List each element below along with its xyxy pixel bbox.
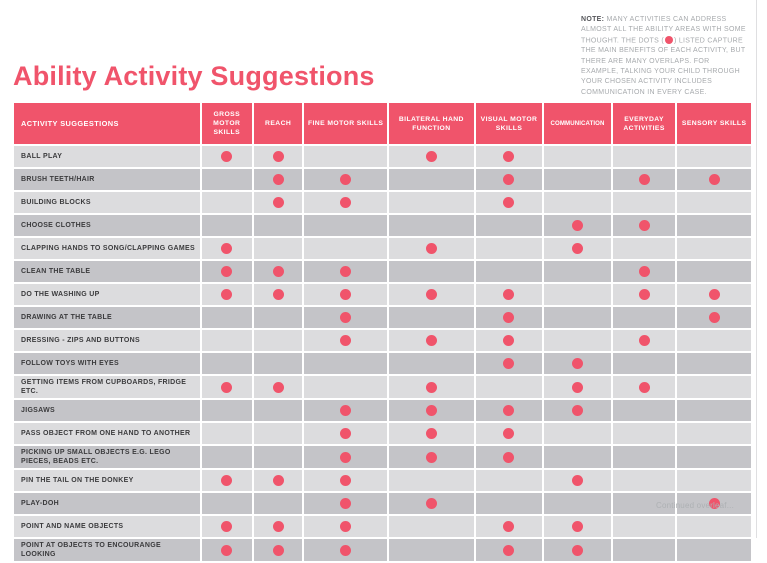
table-row: [14, 284, 751, 305]
ability-cell-dotted: [476, 423, 543, 444]
column-header-activity-suggestions: ACTIVITY SUGGESTIONS: [14, 103, 200, 144]
ability-cell-dotted: [304, 192, 387, 213]
ability-cell-empty: [677, 330, 751, 351]
page-edge-line: [756, 0, 757, 538]
ability-dot-icon: [340, 475, 351, 486]
ability-cell-dotted: [389, 238, 474, 259]
table-row: [14, 470, 751, 491]
ability-cell-empty: [544, 307, 611, 328]
ability-cell-dotted: [677, 169, 751, 190]
column-header-visual-motor-skills: VISUAL MOTOR SKILLS: [476, 103, 543, 144]
ability-cell-empty: [389, 353, 474, 374]
ability-dot-icon: [426, 335, 437, 346]
ability-cell-empty: [202, 493, 252, 514]
ability-dot-icon: [572, 521, 583, 532]
ability-dot-icon: [503, 521, 514, 532]
ability-cell-dotted: [544, 516, 611, 537]
ability-cell-dotted: [202, 516, 252, 537]
ability-dot-icon: [426, 428, 437, 439]
ability-cell-empty: [304, 215, 387, 236]
activity-label: PICKING UP SMALL OBJECTS E.G. LEGO PIECES, BEADS ETC.: [14, 446, 200, 468]
ability-cell-dotted: [304, 330, 387, 351]
ability-cell-empty: [613, 307, 676, 328]
ability-cell-dotted: [202, 284, 252, 305]
ability-dot-icon: [340, 174, 351, 185]
ability-dot-icon: [572, 475, 583, 486]
note-label: NOTE:: [581, 16, 605, 23]
ability-cell-dotted: [304, 493, 387, 514]
ability-cell-empty: [613, 539, 676, 561]
ability-cell-dotted: [202, 376, 252, 398]
activity-label: DO THE WASHING UP: [14, 284, 200, 305]
ability-cell-empty: [544, 493, 611, 514]
ability-cell-empty: [254, 400, 302, 421]
ability-cell-dotted: [304, 470, 387, 491]
ability-dot-icon: [340, 335, 351, 346]
ability-cell-empty: [677, 215, 751, 236]
ability-cell-dotted: [254, 146, 302, 167]
activity-label: CHOOSE CLOTHES: [14, 215, 200, 236]
ability-dot-icon: [273, 382, 284, 393]
ability-cell-empty: [202, 330, 252, 351]
ability-cell-empty: [202, 192, 252, 213]
ability-cell-dotted: [254, 376, 302, 398]
activity-label: DRAWING AT THE TABLE: [14, 307, 200, 328]
ability-cell-empty: [677, 238, 751, 259]
ability-cell-empty: [613, 446, 676, 468]
ability-cell-dotted: [202, 146, 252, 167]
ability-cell-dotted: [476, 284, 543, 305]
ability-dot-icon: [503, 428, 514, 439]
note: [581, 15, 747, 98]
ability-cell-dotted: [254, 261, 302, 282]
ability-cell-empty: [254, 446, 302, 468]
ability-cell-dotted: [677, 284, 751, 305]
ability-cell-empty: [476, 493, 543, 514]
activity-label: BRUSH TEETH/HAIR: [14, 169, 200, 190]
ability-cell-dotted: [476, 307, 543, 328]
ability-cell-empty: [544, 261, 611, 282]
ability-cell-dotted: [476, 446, 543, 468]
ability-cell-empty: [544, 192, 611, 213]
note-text-before: MANY ACTIVITIES CAN ADDRESS ALMOST ALL THE ABILITY AREAS WITH SOME THOUGHT. THE DOTS (: [581, 16, 746, 45]
table-body: [14, 146, 751, 561]
ability-cell-dotted: [254, 284, 302, 305]
ability-cell-dotted: [202, 238, 252, 259]
column-header-bilateral-hand-function: BILATERAL HAND FUNCTION: [389, 103, 474, 144]
table-row: [14, 353, 751, 374]
ability-cell-dotted: [476, 330, 543, 351]
ability-cell-dotted: [677, 307, 751, 328]
ability-cell-empty: [202, 400, 252, 421]
table-row: [14, 215, 751, 236]
ability-cell-dotted: [389, 423, 474, 444]
ability-cell-empty: [304, 238, 387, 259]
ability-cell-dotted: [202, 470, 252, 491]
activity-label: PASS OBJECT FROM ONE HAND TO ANOTHER: [14, 423, 200, 444]
ability-dot-icon: [503, 312, 514, 323]
activity-label: BALL PLAY: [14, 146, 200, 167]
ability-cell-empty: [677, 353, 751, 374]
ability-cell-dotted: [389, 330, 474, 351]
ability-cell-empty: [476, 376, 543, 398]
activity-label: POINT AT OBJECTS TO ENCOURANGE LOOKING: [14, 539, 200, 561]
activity-label: PIN THE TAIL ON THE DONKEY: [14, 470, 200, 491]
ability-cell-empty: [254, 493, 302, 514]
ability-dot-icon: [503, 335, 514, 346]
ability-dot-icon: [426, 289, 437, 300]
ability-cell-empty: [389, 215, 474, 236]
ability-cell-dotted: [304, 539, 387, 561]
ability-cell-empty: [613, 516, 676, 537]
ability-cell-dotted: [304, 446, 387, 468]
ability-cell-empty: [389, 539, 474, 561]
note-text-after: ) LISTED CAPTURE THE MAIN BENEFITS OF EACH ACTIVITY, BUT THERE ARE MANY OVERLAPS. FOR EXAMPLE, TALKING YOUR CHILD THROUGH YOUR CHOSEN ACTIVITY INCLUDES COMMUNICATION IN EVERY CASE.: [581, 37, 746, 96]
activity-label: JIGSAWS: [14, 400, 200, 421]
ability-dot-icon: [572, 358, 583, 369]
activity-label: GETTING ITEMS FROM CUPBOARDS, FRIDGE ETC.: [14, 376, 200, 398]
table-row: [14, 539, 751, 561]
ability-cell-dotted: [254, 169, 302, 190]
ability-dot-icon: [572, 382, 583, 393]
ability-dot-icon: [273, 174, 284, 185]
table-row: [14, 238, 751, 259]
ability-cell-dotted: [544, 238, 611, 259]
ability-cell-empty: [476, 261, 543, 282]
ability-cell-empty: [304, 146, 387, 167]
ability-dot-icon: [340, 498, 351, 509]
ability-dot-icon: [273, 151, 284, 162]
ability-cell-dotted: [544, 470, 611, 491]
ability-cell-dotted: [304, 423, 387, 444]
ability-cell-empty: [389, 307, 474, 328]
ability-cell-empty: [677, 376, 751, 398]
activity-label: POINT AND NAME OBJECTS: [14, 516, 200, 537]
ability-cell-empty: [613, 400, 676, 421]
ability-cell-empty: [389, 192, 474, 213]
ability-dot-icon: [426, 405, 437, 416]
note-dot-icon: [665, 36, 673, 44]
table-row: [14, 446, 751, 468]
ability-cell-empty: [544, 423, 611, 444]
ability-cell-dotted: [613, 169, 676, 190]
ability-cell-dotted: [544, 215, 611, 236]
ability-cell-dotted: [613, 215, 676, 236]
activity-label: BUILDING BLOCKS: [14, 192, 200, 213]
ability-cell-empty: [544, 169, 611, 190]
ability-cell-empty: [544, 330, 611, 351]
ability-cell-empty: [389, 169, 474, 190]
ability-cell-empty: [677, 470, 751, 491]
ability-cell-empty: [613, 423, 676, 444]
column-header-reach: REACH: [254, 103, 302, 144]
ability-dot-icon: [709, 312, 720, 323]
ability-cell-dotted: [389, 146, 474, 167]
ability-cell-dotted: [389, 376, 474, 398]
ability-dot-icon: [503, 452, 514, 463]
ability-cell-dotted: [254, 470, 302, 491]
ability-cell-empty: [254, 330, 302, 351]
ability-cell-empty: [613, 238, 676, 259]
ability-cell-dotted: [476, 146, 543, 167]
ability-cell-dotted: [304, 400, 387, 421]
ability-dot-icon: [572, 220, 583, 231]
ability-dot-icon: [639, 174, 650, 185]
ability-cell-dotted: [476, 400, 543, 421]
ability-cell-dotted: [254, 516, 302, 537]
ability-dot-icon: [221, 243, 232, 254]
ability-cell-dotted: [613, 284, 676, 305]
ability-cell-empty: [389, 261, 474, 282]
ability-dot-icon: [273, 521, 284, 532]
ability-dot-icon: [340, 197, 351, 208]
ability-cell-empty: [613, 470, 676, 491]
column-header-sensory-skills: SENSORY SKILLS: [677, 103, 751, 144]
ability-cell-empty: [389, 516, 474, 537]
ability-cell-empty: [389, 470, 474, 491]
ability-dot-icon: [340, 545, 351, 556]
column-header-communication: COMMUNICATION: [544, 103, 611, 144]
ability-dot-icon: [426, 452, 437, 463]
ability-cell-empty: [202, 446, 252, 468]
ability-cell-empty: [202, 353, 252, 374]
ability-cell-empty: [202, 215, 252, 236]
ability-dot-icon: [273, 545, 284, 556]
ability-cell-dotted: [544, 539, 611, 561]
ability-cell-empty: [613, 353, 676, 374]
activity-label: PLAY-DOH: [14, 493, 200, 514]
table-row: [14, 307, 751, 328]
table-row: [14, 516, 751, 537]
table-row: [14, 493, 751, 514]
ability-dot-icon: [426, 498, 437, 509]
ability-cell-empty: [304, 353, 387, 374]
ability-dot-icon: [340, 312, 351, 323]
ability-dot-icon: [572, 243, 583, 254]
table-row: [14, 146, 751, 167]
ability-cell-dotted: [476, 539, 543, 561]
ability-cell-empty: [677, 516, 751, 537]
activity-label: CLAPPING HANDS TO SONG/CLAPPING GAMES: [14, 238, 200, 259]
ability-dot-icon: [426, 151, 437, 162]
ability-cell-dotted: [389, 446, 474, 468]
ability-dot-icon: [426, 243, 437, 254]
ability-cell-empty: [613, 146, 676, 167]
ability-dot-icon: [221, 545, 232, 556]
ability-cell-empty: [202, 169, 252, 190]
activity-label: DRESSING - ZIPS AND BUTTONS: [14, 330, 200, 351]
ability-dot-icon: [340, 289, 351, 300]
ability-dot-icon: [221, 382, 232, 393]
ability-cell-empty: [254, 238, 302, 259]
ability-dot-icon: [503, 405, 514, 416]
ability-cell-dotted: [202, 261, 252, 282]
ability-cell-dotted: [613, 330, 676, 351]
ability-dot-icon: [273, 289, 284, 300]
ability-cell-empty: [677, 446, 751, 468]
ability-cell-dotted: [544, 400, 611, 421]
ability-cell-dotted: [304, 307, 387, 328]
ability-dot-icon: [639, 220, 650, 231]
ability-cell-dotted: [613, 261, 676, 282]
ability-dot-icon: [503, 197, 514, 208]
ability-cell-dotted: [202, 539, 252, 561]
ability-cell-dotted: [476, 192, 543, 213]
ability-cell-empty: [677, 400, 751, 421]
ability-activity-table: [12, 101, 753, 563]
ability-dot-icon: [639, 266, 650, 277]
ability-dot-icon: [426, 382, 437, 393]
ability-cell-empty: [677, 261, 751, 282]
ability-dot-icon: [709, 174, 720, 185]
ability-dot-icon: [639, 335, 650, 346]
ability-cell-dotted: [304, 169, 387, 190]
ability-dot-icon: [709, 289, 720, 300]
ability-cell-dotted: [476, 516, 543, 537]
ability-dot-icon: [572, 405, 583, 416]
table-row: [14, 376, 751, 398]
page-title: Ability Activity Suggestions: [13, 61, 375, 91]
ability-cell-dotted: [389, 493, 474, 514]
ability-cell-empty: [476, 215, 543, 236]
ability-cell-dotted: [544, 353, 611, 374]
ability-dot-icon: [221, 521, 232, 532]
ability-cell-empty: [544, 284, 611, 305]
ability-cell-empty: [476, 238, 543, 259]
ability-cell-dotted: [389, 400, 474, 421]
ability-cell-empty: [677, 423, 751, 444]
ability-dot-icon: [572, 545, 583, 556]
table-row: [14, 192, 751, 213]
ability-cell-empty: [202, 423, 252, 444]
ability-dot-icon: [503, 545, 514, 556]
ability-cell-dotted: [613, 376, 676, 398]
ability-dot-icon: [340, 521, 351, 532]
table-row: [14, 169, 751, 190]
ability-cell-empty: [544, 146, 611, 167]
ability-dot-icon: [221, 266, 232, 277]
ability-cell-empty: [613, 192, 676, 213]
ability-cell-dotted: [476, 353, 543, 374]
table-row: [14, 330, 751, 351]
ability-cell-dotted: [254, 539, 302, 561]
ability-cell-empty: [677, 192, 751, 213]
ability-dot-icon: [221, 151, 232, 162]
ability-dot-icon: [503, 289, 514, 300]
ability-cell-dotted: [304, 284, 387, 305]
ability-cell-dotted: [544, 376, 611, 398]
ability-cell-empty: [254, 307, 302, 328]
ability-cell-dotted: [304, 516, 387, 537]
ability-dot-icon: [273, 266, 284, 277]
ability-dot-icon: [503, 358, 514, 369]
ability-cell-empty: [677, 146, 751, 167]
ability-cell-dotted: [254, 192, 302, 213]
ability-dot-icon: [340, 452, 351, 463]
ability-cell-empty: [544, 446, 611, 468]
header-row: [14, 103, 751, 144]
ability-dot-icon: [340, 405, 351, 416]
activity-label: CLEAN THE TABLE: [14, 261, 200, 282]
ability-dot-icon: [273, 475, 284, 486]
ability-cell-empty: [254, 353, 302, 374]
column-header-fine-motor-skills: FINE MOTOR SKILLS: [304, 103, 387, 144]
ability-cell-dotted: [304, 261, 387, 282]
continued-note: Continued overleaf...: [655, 501, 734, 510]
ability-cell-empty: [304, 376, 387, 398]
column-header-everyday-activities: EVERYDAY ACTIVITIES: [613, 103, 676, 144]
table-row: [14, 423, 751, 444]
ability-cell-empty: [476, 470, 543, 491]
ability-dot-icon: [503, 174, 514, 185]
ability-dot-icon: [221, 289, 232, 300]
ability-cell-empty: [254, 215, 302, 236]
table-row: [14, 400, 751, 421]
ability-cell-dotted: [476, 169, 543, 190]
activity-label: FOLLOW TOYS WITH EYES: [14, 353, 200, 374]
ability-cell-empty: [202, 307, 252, 328]
ability-dot-icon: [503, 151, 514, 162]
ability-dot-icon: [340, 428, 351, 439]
ability-dot-icon: [639, 382, 650, 393]
ability-dot-icon: [639, 289, 650, 300]
table-header: [14, 103, 751, 144]
ability-dot-icon: [340, 266, 351, 277]
ability-cell-empty: [677, 539, 751, 561]
table-row: [14, 261, 751, 282]
ability-cell-empty: [254, 423, 302, 444]
ability-dot-icon: [221, 475, 232, 486]
ability-dot-icon: [273, 197, 284, 208]
column-header-gross-motor-skills: GROSS MOTOR SKILLS: [202, 103, 252, 144]
ability-cell-dotted: [389, 284, 474, 305]
